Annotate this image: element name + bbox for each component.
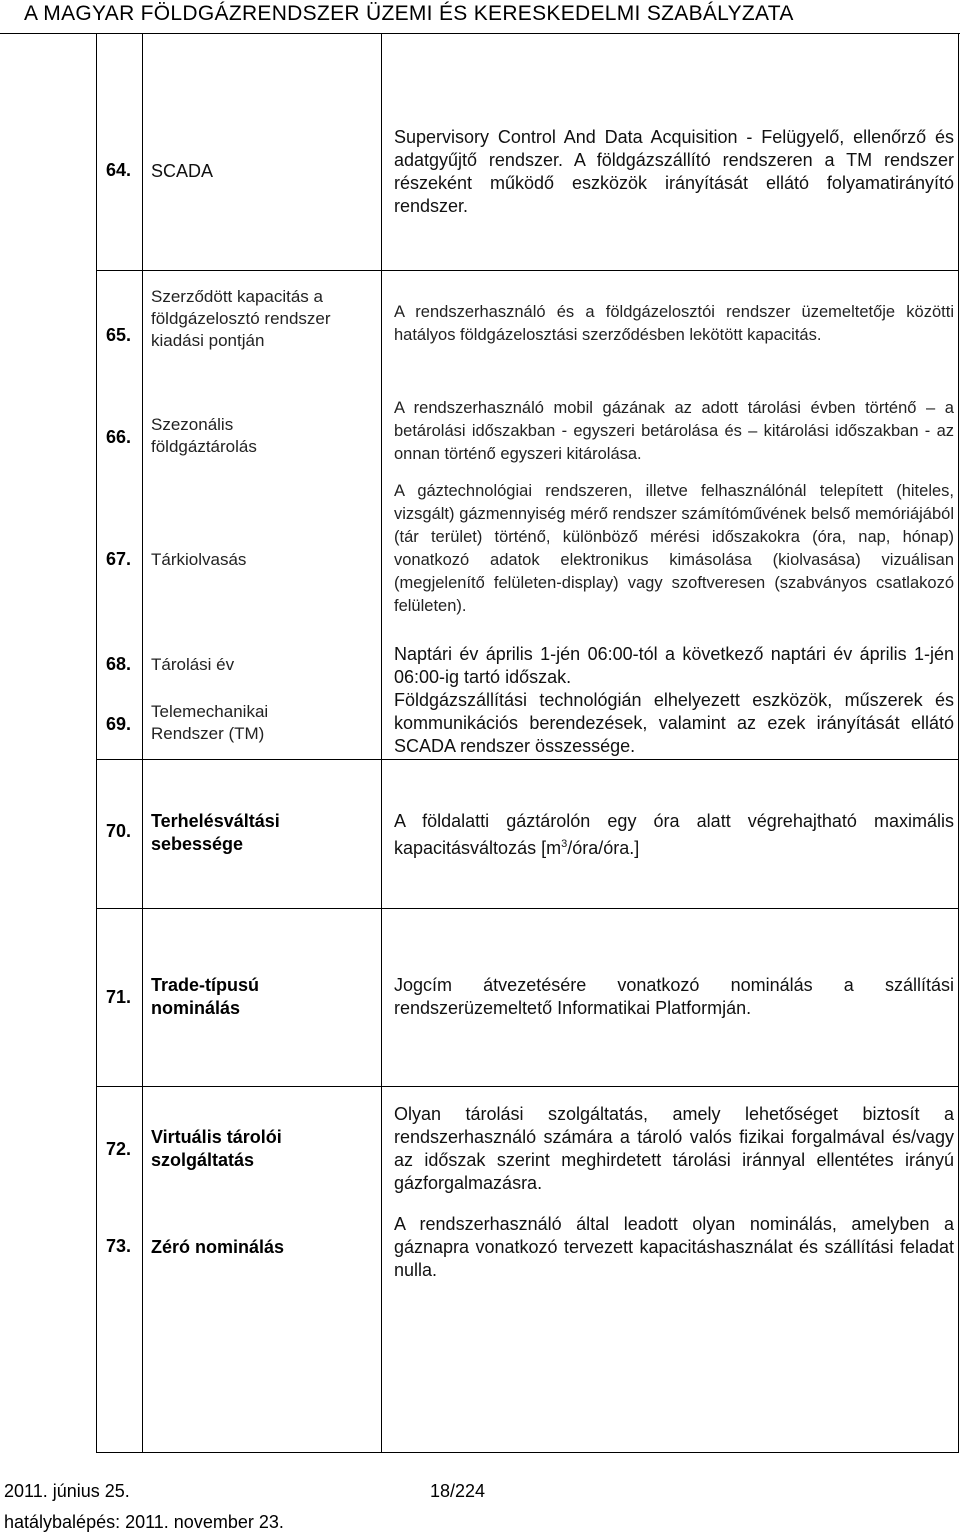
entry-definition: A gáztechnológiai rendszeren, illetve felhasználónál telepített (hiteles, vizsgált) gázmennyiség mérő rendszer számítóművének belső memóriájából (tár terület) történő, különböző mérési időszakokra (óra, nap, hónap) vonatkozó adatok elektronikus kimásolása (kiolvasása) vizuálisan (megjelenítő felületen-display) vagy szoftveresen (szabványos csatlakozó felületen). (394, 482, 954, 615)
entry-term: Telemechanikai Rendszer (TM) (151, 702, 269, 743)
entry-term: Tárolási év (151, 655, 235, 674)
entry-definition: A rendszerhasználó által leadott olyan nominálás, amelyben a gáznapra vonatkozó tervezett kapacitáshasználat és szállítási feladat nulla. (394, 1214, 954, 1280)
row-border (96, 1086, 959, 1087)
entry-term: Szezonális földgáztárolás (151, 415, 257, 456)
entry-number: 64. (106, 160, 132, 180)
entry-number: 70. (106, 821, 132, 841)
entry-term: Trade-típusú nominálás (151, 975, 260, 1018)
entry-term: Terhelésváltási sebessége (151, 811, 280, 854)
entry-definition: Supervisory Control And Data Acquisition - Felügyelő, ellenőrző és adatgyűjtő rendszer. A földgázszállító rendszeren a TM rendszer részeként működő eszközök irányítását ellátó folyamatirányító rendszer. (394, 127, 954, 216)
row-border (96, 33, 959, 34)
entry-number: 72. (106, 1139, 132, 1159)
entry-definition: Naptári év április 1-jén 06:00-tól a következő naptári év április 1-jén 06:00-ig tartó időszak. (394, 644, 954, 687)
table-border-left (96, 33, 97, 1453)
column-divider-term (381, 33, 382, 1453)
entry-definition: A földalatti gáztárolón egy óra alatt végrehajtható maximális kapacitásváltozás $[m^3/óra/óra.]$ (394, 811, 954, 858)
entry-term: Virtuális tárolói szolgáltatás (151, 1127, 282, 1170)
entry-number: 73. (106, 1236, 132, 1256)
entry-definition: A rendszerhasználó mobil gázának az adott tárolási évben történő – a betárolási időszakban - egyszeri betárolása és – kitárolási időszakban - az onnan történő egyszeri kitárolása. (394, 399, 954, 463)
entry-number: 66. (106, 427, 132, 447)
footer-date: 2011. június 25. (4, 1481, 130, 1501)
entry-term: SCADA (151, 161, 214, 181)
definitions-table (96, 33, 959, 1453)
entry-term: Zéró nominálás (151, 1237, 285, 1257)
row-border (96, 908, 959, 909)
entry-definition: Jogcím átvezetésére vonatkozó nominálás a szállítási rendszerüzemeltető Informatikai Platformján. (394, 975, 954, 1018)
entry-definition: A rendszerhasználó és a földgázelosztói rendszer üzemeltetője közötti hatályos földgázelosztási szerződésben lekötött kapacitás. (394, 303, 954, 344)
entry-definition: Olyan tárolási szolgáltatás, amely lehetőséget biztosít a rendszerhasználó számára a tároló valós fizikai forgalmával és/vagy az időszak szerint meghirdetett tárolási iránnyal ellentétes irányú gázforgalmazásra. (394, 1104, 954, 1193)
entry-number: 68. (106, 654, 132, 674)
row-border (96, 759, 959, 760)
column-divider-num (142, 33, 143, 1453)
page-footer (0, 1453, 960, 1538)
document-title: A MAGYAR FÖLDGÁZRENDSZER ÜZEMI ÉS KERESKEDELMI SZABÁLYZATA (24, 2, 794, 25)
page-header (0, 0, 960, 34)
entry-number: 67. (106, 549, 132, 569)
entry-number: 65. (106, 325, 132, 345)
entry-term: Tárkiolvasás (151, 550, 247, 569)
row-border (96, 270, 959, 271)
entry-number: 69. (106, 714, 132, 734)
entry-term: Szerződött kapacitás a földgázelosztó rendszer kiadási pontján (151, 287, 331, 350)
entry-number: 71. (106, 987, 132, 1007)
table-border-right (958, 33, 959, 1453)
entry-definition: Földgázszállítási technológián elhelyezett eszközök, műszerek és kommunikációs berendezések, valamint az ezek irányítását ellátó SCADA rendszer összessége. (394, 690, 954, 756)
page-number: 18/224 (430, 1481, 486, 1501)
footer-effective-date: hatálybalépés: 2011. november 23. (4, 1512, 284, 1532)
